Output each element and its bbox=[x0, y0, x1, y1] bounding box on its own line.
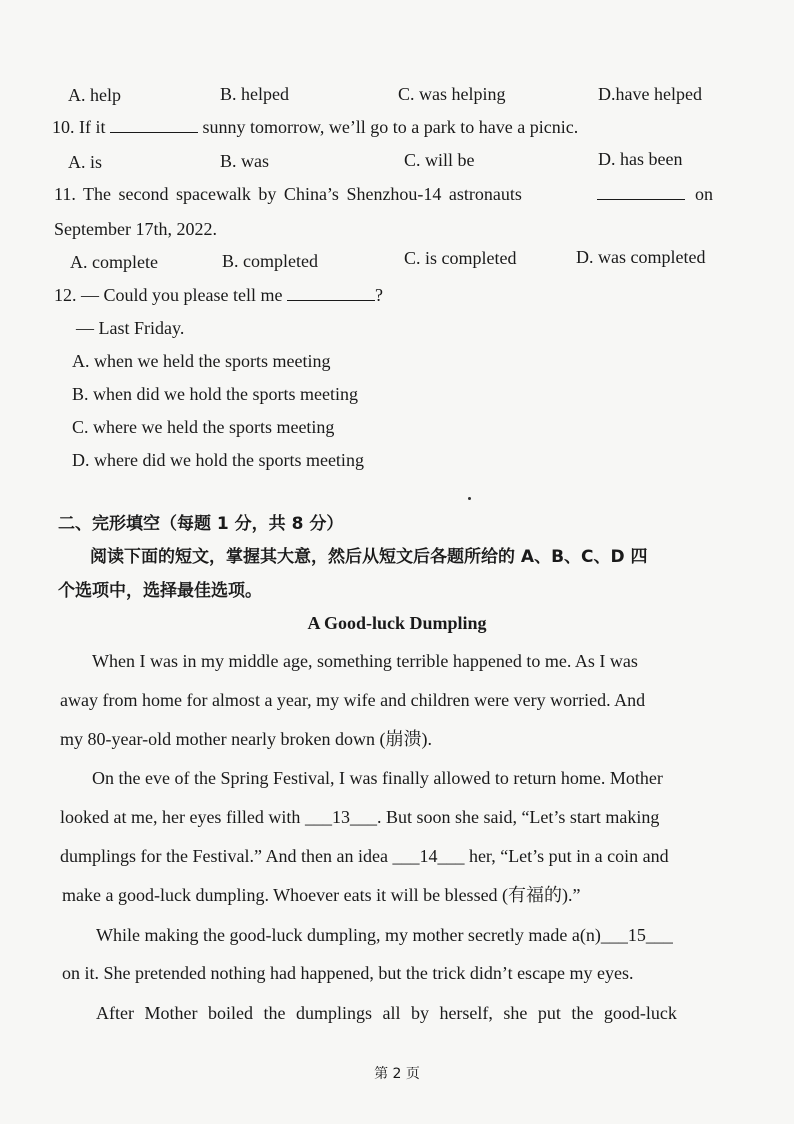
q12-text: 12. — Could you please tell me bbox=[54, 285, 283, 305]
p2-line2-text-after: . But soon she said, “Let’s start making bbox=[376, 807, 660, 827]
blank-13: ___13___ bbox=[304, 807, 377, 827]
question-11-line1 bbox=[54, 183, 522, 205]
q9-option-b: B. helped bbox=[220, 84, 289, 104]
section-heading: 二、完形填空（每题 1 分，共 8 分） bbox=[58, 514, 344, 534]
q10-text: sunny tomorrow, we’ll go to a park to have a picnic. bbox=[202, 117, 579, 137]
q11-text: 11. The second spacewalk by China’s Shenzhou-14 astronauts bbox=[54, 184, 522, 204]
passage-p2-line2 bbox=[60, 806, 659, 828]
passage-p2-line4: make a good-luck dumpling. Whoever eats it will be blessed (有福的).” bbox=[62, 885, 581, 905]
q9-option-a: A. help bbox=[68, 85, 121, 105]
q11-blank bbox=[597, 183, 685, 200]
p2-line3-text: dumplings for the Festival.” And then an idea bbox=[60, 846, 388, 866]
q12-option-c: C. where we held the sports meeting bbox=[72, 417, 335, 437]
q12-option-a: A. when we held the sports meeting bbox=[72, 351, 331, 371]
q12-option-d: D. where did we hold the sports meeting bbox=[72, 450, 364, 470]
passage-p1-line2: away from home for almost a year, my wife and children were very worried. And bbox=[60, 690, 646, 710]
question-12 bbox=[54, 284, 383, 306]
passage-p2-line3 bbox=[60, 845, 669, 867]
blank-15: ___15___ bbox=[600, 925, 673, 945]
speck-dot bbox=[468, 497, 471, 500]
passage-p4-line1: After Mother boiled the dumplings all by herself, she put the good-luck bbox=[96, 1003, 677, 1023]
q12-question-mark: ? bbox=[374, 285, 383, 305]
question-11-line2: September 17th, 2022. bbox=[54, 219, 217, 239]
q11-option-c: C. is completed bbox=[404, 248, 517, 268]
q12-answer: — Last Friday. bbox=[76, 318, 185, 338]
q10-option-d: D. has been bbox=[598, 149, 683, 169]
page-number: 第 2 页 bbox=[374, 1066, 420, 1082]
q10-option-a: A. is bbox=[68, 152, 103, 172]
section-instruction-line1: 阅读下面的短文，掌握其大意，然后从短文后各题所给的 A、B、C、D 四 bbox=[90, 547, 648, 567]
blank-14: ___14___ bbox=[392, 846, 465, 866]
p2-line3-text-after: her, “Let’s put in a coin and bbox=[468, 846, 669, 866]
q12-blank bbox=[287, 284, 375, 301]
q10-option-c: C. will be bbox=[404, 150, 475, 170]
q10-blank bbox=[110, 116, 198, 133]
q10-number: 10. If it bbox=[52, 117, 106, 137]
passage-p1-line3: my 80-year-old mother nearly broken down (崩溃). bbox=[60, 729, 433, 749]
passage-p3-line2: on it. She pretended nothing had happened, but the trick didn’t escape my eyes. bbox=[62, 963, 634, 983]
passage-p1-line1: When I was in my middle age, something terrible happened to me. As I was bbox=[92, 651, 638, 671]
p2-line2-text: looked at me, her eyes filled with bbox=[60, 807, 301, 827]
passage-p2-line1: On the eve of the Spring Festival, I was finally allowed to return home. Mother bbox=[92, 768, 663, 788]
q9-option-d: D.have helped bbox=[598, 84, 702, 104]
q9-option-c: C. was helping bbox=[398, 84, 506, 104]
q12-option-b: B. when did we hold the sports meeting bbox=[72, 384, 358, 404]
q10-option-b: B. was bbox=[220, 151, 269, 171]
section-instruction-line2: 个选项中，选择最佳选项。 bbox=[58, 581, 262, 601]
q11-text-end: on bbox=[695, 184, 713, 204]
q11-option-b: B. completed bbox=[222, 251, 318, 271]
p3-line1-text: While making the good-luck dumpling, my mother secretly made a(n) bbox=[96, 925, 601, 945]
passage-title: A Good-luck Dumpling bbox=[307, 613, 487, 633]
question-10 bbox=[52, 116, 578, 138]
passage-p3-line1 bbox=[96, 924, 673, 946]
q11-option-d: D. was completed bbox=[576, 247, 706, 267]
q11-option-a: A. complete bbox=[70, 252, 158, 272]
